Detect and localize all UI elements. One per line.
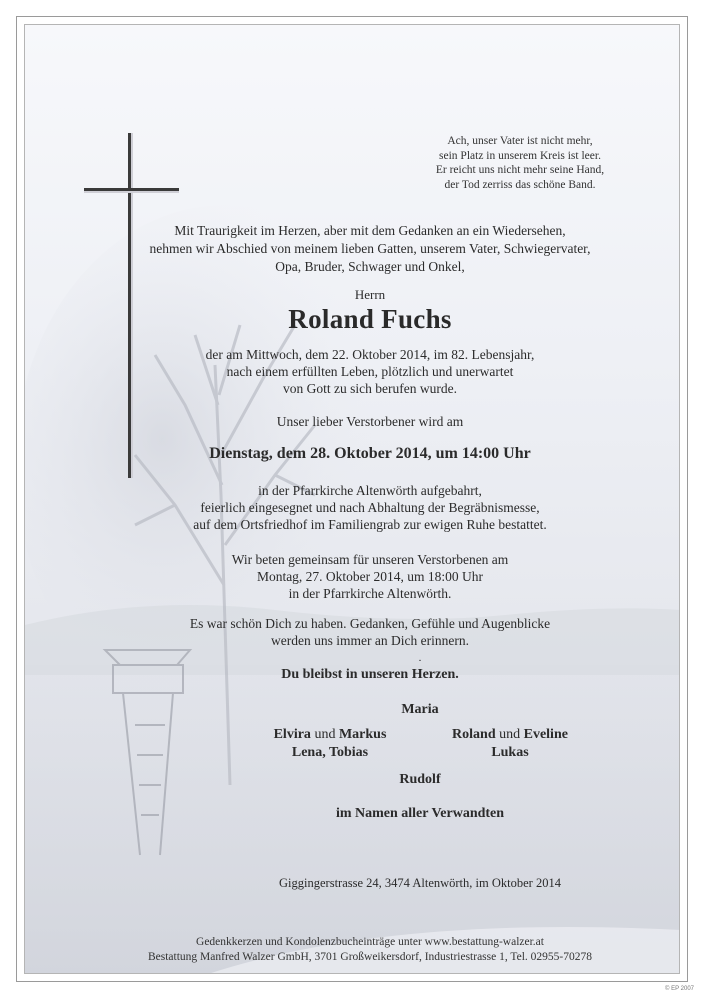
prayer-line: Montag, 27. Oktober 2014, um 18:00 Uhr: [256, 569, 484, 584]
separator-dot: .: [418, 652, 422, 664]
poem-line: sein Platz in unserem Kreis ist leer.: [439, 149, 601, 162]
closing-line: Es war schön Dich zu haben. Gedanken, Gefühle und Augenblicke: [189, 616, 551, 631]
funeral-date: Dienstag, dem 28. Oktober 2014, um 14:00 Uhr: [209, 445, 531, 462]
memorial-cross-vertical: [128, 133, 131, 478]
footer-line: Gedenkkerzen und Kondolenzbucheinträge unter www.bestattung-walzer.at: [196, 936, 544, 948]
death-details: [150, 346, 590, 397]
copyright-mark: © EP 2007: [665, 986, 694, 992]
mourner-name: Elvira: [273, 727, 311, 742]
prayer-service: [100, 551, 640, 602]
mourner-rudolf: Rudolf: [399, 772, 441, 787]
funeral-home-footer: [100, 935, 640, 965]
salutation: Herrn: [354, 287, 386, 302]
mourner-maria: Maria: [401, 702, 439, 717]
address-line: Giggingerstrasse 24, 3474 Altenwörth, im Oktober 2014: [279, 876, 561, 890]
mourner-name: Roland: [452, 727, 496, 742]
intro-line: Mit Traurigkeit im Herzen, aber mit dem Gedanken an ein Wiedersehen,: [174, 223, 566, 238]
memorial-cross-horizontal: [84, 188, 179, 191]
conjunction: und: [499, 727, 521, 742]
mourner-roland-eveline: [420, 727, 600, 743]
deceased-name: Roland Fuchs: [288, 304, 452, 334]
poem-verse: [390, 134, 650, 192]
funeral-line: feierlich eingesegnet und nach Abhaltung der Begräbnismesse,: [200, 500, 540, 515]
intro-text: [100, 222, 640, 276]
poem-line: der Tod zerriss das schöne Band.: [444, 178, 596, 191]
mourner-name: Markus: [338, 727, 387, 742]
details-line: von Gott zu sich berufen wurde.: [283, 381, 457, 396]
conjunction: und: [314, 727, 336, 742]
details-line: nach einem erfüllten Leben, plötzlich und unerwartet: [226, 364, 514, 379]
mourner-grandchildren-2: Lukas: [491, 745, 529, 760]
intro-line: Opa, Bruder, Schwager und Onkel,: [275, 259, 465, 274]
funeral-line: auf dem Ortsfriedhof im Familiengrab zur ewigen Ruhe bestattet.: [193, 517, 547, 532]
closing-words: [100, 615, 640, 649]
prayer-line: in der Pfarrkirche Altenwörth.: [288, 586, 452, 601]
intro-line: nehmen wir Abschied von meinem lieben Gatten, unserem Vater, Schwiegervater,: [149, 241, 591, 256]
relatives-note: im Namen aller Verwandten: [335, 806, 505, 821]
mourner-grandchildren-1: Lena, Tobias: [291, 745, 369, 760]
funeral-details: [100, 482, 640, 533]
footer-line: Bestattung Manfred Walzer GmbH, 3701 Großweikersdorf, Industriestrasse 1, Tel. 02955-70278: [147, 951, 592, 963]
funeral-announcement: Unser lieber Verstorbener wird am: [276, 414, 464, 429]
mourner-name: Eveline: [523, 727, 568, 742]
prayer-line: Wir beten gemeinsam für unseren Verstorbenen am: [231, 552, 509, 567]
poem-line: Er reicht uns nicht mehr seine Hand,: [435, 164, 605, 176]
details-line: der am Mittwoch, dem 22. Oktober 2014, im 82. Lebensjahr,: [205, 347, 535, 362]
closing-line: werden uns immer an Dich erinnern.: [271, 633, 469, 648]
heart-message: Du bleibst in unseren Herzen.: [281, 667, 459, 682]
poem-line: Ach, unser Vater ist nicht mehr,: [447, 135, 593, 147]
funeral-line: in der Pfarrkirche Altenwörth aufgebahrt,: [258, 483, 482, 498]
mourner-elvira-markus: [240, 727, 420, 743]
